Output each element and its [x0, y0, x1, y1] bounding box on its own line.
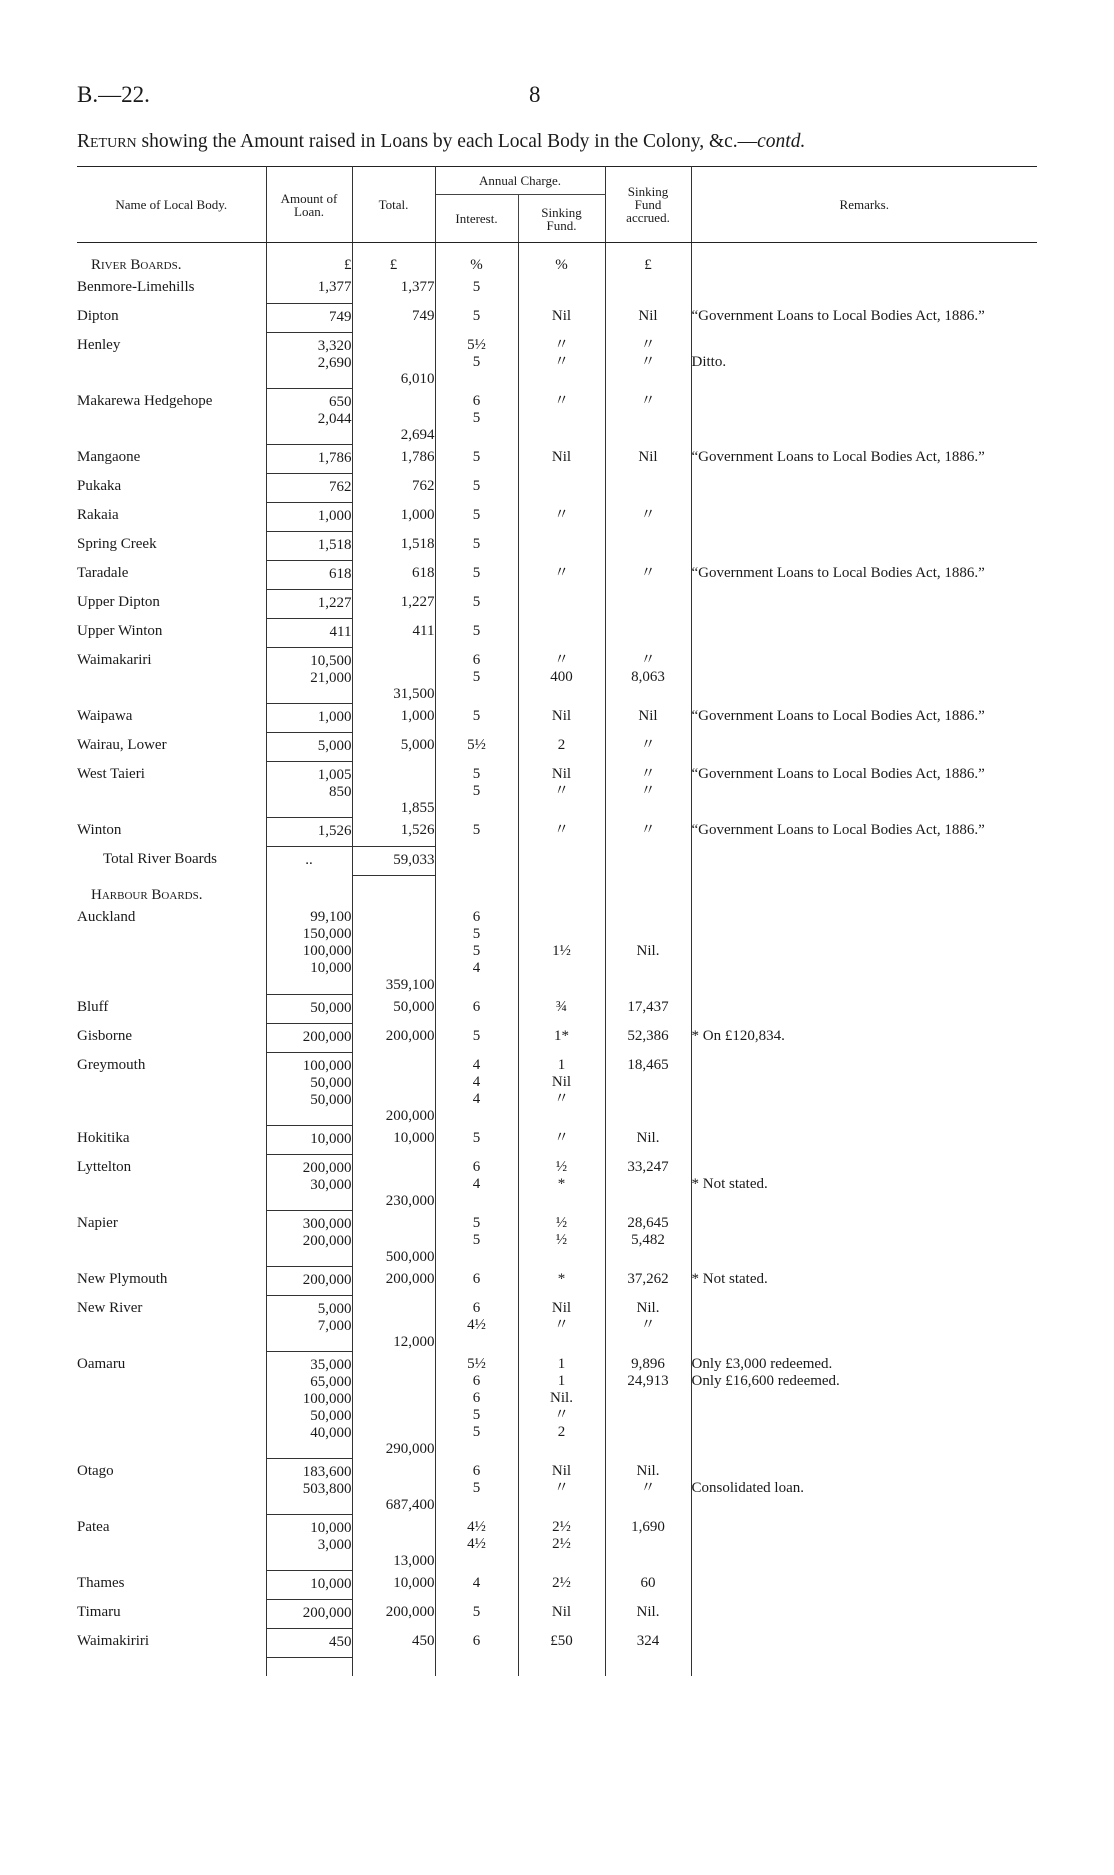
local-body-name: Hokitika	[77, 1125, 266, 1154]
remarks: * Not stated.	[691, 1271, 768, 1287]
loan-total: 5,000	[352, 732, 435, 761]
local-body-name: Napier	[77, 1210, 266, 1266]
remarks	[691, 1295, 1037, 1351]
loan-total: 12,000	[352, 1295, 435, 1351]
table-row	[77, 618, 1037, 647]
loan-amount: 450	[266, 1628, 352, 1657]
interest-rate: 5 5	[435, 1210, 518, 1266]
sinking-fund-rate: 1 Nil 〃	[518, 1052, 605, 1125]
loan-total: 500,000	[352, 1210, 435, 1266]
remarks: * On £120,834.	[691, 1028, 785, 1044]
loan-total: 1,526	[352, 817, 435, 846]
local-body-name: Lyttelton	[77, 1154, 266, 1210]
sinking-fund-accrued: 〃	[605, 732, 691, 761]
remarks: Only £3,000 redeemed. Only £16,600 redeemed.	[691, 1356, 840, 1389]
col-header-remarks: Remarks.	[691, 167, 1037, 243]
table-row	[77, 560, 1037, 589]
units-row	[77, 257, 1037, 274]
sinking-fund-accrued: 324	[605, 1628, 691, 1657]
loan-total: 1,377	[352, 274, 435, 303]
local-body-name: Waipawa	[77, 703, 266, 732]
loans-table	[77, 166, 1037, 1676]
loan-total: 762	[352, 473, 435, 502]
table-row	[77, 1514, 1037, 1570]
col-header-total: Total.	[352, 167, 435, 243]
loan-amount: 35,000 65,000 100,000 50,000 40,000	[266, 1351, 352, 1458]
table-row	[77, 817, 1037, 846]
table-row	[77, 332, 1037, 388]
loan-total: 359,100	[352, 904, 435, 994]
interest-rate: 5	[435, 618, 518, 647]
remarks	[691, 1570, 1037, 1599]
empty-cell	[605, 846, 691, 875]
sinking-fund-rate	[518, 618, 605, 647]
loan-total: 1,855	[352, 761, 435, 817]
local-body-name: Greymouth	[77, 1052, 266, 1125]
table-row	[77, 1599, 1037, 1628]
sinking-fund-accrued: Nil.	[605, 1125, 691, 1154]
sinking-fund-rate: Nil 〃	[518, 1295, 605, 1351]
loan-amount: 100,000 50,000 50,000	[266, 1052, 352, 1125]
interest-rate: 5	[435, 502, 518, 531]
table-row	[77, 904, 1037, 994]
sinking-fund-rate: 〃	[518, 388, 605, 444]
interest-rate: 5½	[435, 732, 518, 761]
sinking-fund-accrued	[605, 274, 691, 303]
remarks	[691, 388, 1037, 444]
table-row	[77, 1154, 1037, 1210]
col-header-interest: Interest.	[435, 195, 518, 243]
remarks	[691, 1514, 1037, 1570]
table-row	[77, 502, 1037, 531]
sinking-fund-accrued: 9,896 24,913	[605, 1351, 691, 1458]
sinking-fund-rate: 〃 〃	[518, 332, 605, 388]
loan-total: 749	[352, 303, 435, 332]
total-dots: ..	[266, 846, 352, 875]
loan-amount: 1,000	[266, 703, 352, 732]
remarks	[691, 531, 1037, 560]
local-body-name: New Plymouth	[77, 1266, 266, 1295]
table-row	[77, 1023, 1037, 1052]
sinking-fund-accrued	[605, 531, 691, 560]
remarks: “Government Loans to Local Bodies Act, 1886.”	[691, 822, 985, 838]
table-title	[77, 131, 1037, 153]
interest-rate: 6 5	[435, 1458, 518, 1514]
remarks	[691, 1125, 1037, 1154]
sinking-fund-rate: 〃	[518, 502, 605, 531]
local-body-name: Wairau, Lower	[77, 732, 266, 761]
interest-rate: 5	[435, 1125, 518, 1154]
local-body-name: West Taieri	[77, 761, 266, 817]
interest-rate: 5	[435, 560, 518, 589]
sinking-fund-accrued: Nil	[605, 303, 691, 332]
sinking-fund-accrued: 18,465	[605, 1052, 691, 1125]
remarks	[691, 1628, 1037, 1657]
loan-total: 6,010	[352, 332, 435, 388]
remarks	[691, 589, 1037, 618]
loan-total: 1,000	[352, 502, 435, 531]
sinking-fund-accrued: Nil. 〃	[605, 1458, 691, 1514]
remarks: “Government Loans to Local Bodies Act, 1886.”	[691, 308, 985, 324]
loan-amount: 5,000 7,000	[266, 1295, 352, 1351]
remarks	[691, 473, 1037, 502]
local-body-name: Upper Winton	[77, 618, 266, 647]
loan-amount: 1,227	[266, 589, 352, 618]
remarks	[691, 274, 1037, 303]
local-body-name: Dipton	[77, 303, 266, 332]
sinking-fund-rate: ¾	[518, 994, 605, 1023]
interest-rate: 4½ 4½	[435, 1514, 518, 1570]
local-body-name: New River	[77, 1295, 266, 1351]
col-header-accrued: Sinking Fund accrued.	[605, 167, 691, 243]
col-header-amount: Amount of Loan.	[266, 167, 352, 243]
local-body-name: Winton	[77, 817, 266, 846]
loan-amount: 411	[266, 618, 352, 647]
loan-amount: 10,500 21,000	[266, 647, 352, 703]
table-row	[77, 388, 1037, 444]
sinking-fund-accrued: 52,386	[605, 1023, 691, 1052]
sinking-fund-rate: 1 1 Nil. 〃 2	[518, 1351, 605, 1458]
sinking-fund-rate: 〃	[518, 1125, 605, 1154]
interest-rate: 5	[435, 444, 518, 473]
interest-rate: 6	[435, 994, 518, 1023]
interest-rate: 5½ 6 6 5 5	[435, 1351, 518, 1458]
table-row	[77, 647, 1037, 703]
sinking-fund-rate: ½ *	[518, 1154, 605, 1210]
remarks: Consolidated loan.	[691, 1480, 805, 1496]
table-row	[77, 1628, 1037, 1657]
sinking-fund-rate: 〃	[518, 560, 605, 589]
interest-rate: 4	[435, 1570, 518, 1599]
local-body-name: Benmore-Limehills	[77, 274, 266, 303]
table-row	[77, 703, 1037, 732]
local-body-name: Gisborne	[77, 1023, 266, 1052]
remarks: “Government Loans to Local Bodies Act, 1886.”	[691, 565, 985, 581]
loan-amount: 1,526	[266, 817, 352, 846]
remarks	[691, 904, 1037, 994]
local-body-name: Pukaka	[77, 473, 266, 502]
unit-total: £	[352, 257, 435, 274]
loan-amount: 200,000	[266, 1266, 352, 1295]
section-heading-river: River Boards.	[91, 257, 182, 273]
sinking-fund-accrued: 〃	[605, 388, 691, 444]
col-header-sinking: Sinking Fund.	[518, 195, 605, 243]
loan-amount: 1,518	[266, 531, 352, 560]
local-body-name: Taradale	[77, 560, 266, 589]
interest-rate: 6	[435, 1266, 518, 1295]
interest-rate: 5	[435, 274, 518, 303]
local-body-name: Auckland	[77, 904, 266, 994]
sinking-fund-accrued: 〃	[605, 502, 691, 531]
loan-total: 1,518	[352, 531, 435, 560]
sinking-fund-rate	[518, 531, 605, 560]
unit-accrued: £	[605, 257, 691, 274]
col-header-annual-charge: Annual Charge.	[435, 167, 605, 195]
remarks: * Not stated.	[691, 1176, 768, 1192]
title-contd: contd.	[757, 131, 806, 152]
local-body-name: Oamaru	[77, 1351, 266, 1458]
loan-total: 1,786	[352, 444, 435, 473]
loan-amount: 200,000	[266, 1599, 352, 1628]
loan-amount: 618	[266, 560, 352, 589]
col-header-name: Name of Local Body.	[77, 167, 266, 243]
table-row	[77, 589, 1037, 618]
sinking-fund-accrued: 〃 〃	[605, 761, 691, 817]
loan-total: 31,500	[352, 647, 435, 703]
sinking-fund-rate: *	[518, 1266, 605, 1295]
sinking-fund-accrued: Nil	[605, 444, 691, 473]
local-body-name: Rakaia	[77, 502, 266, 531]
section-heading-harbour: Harbour Boards.	[91, 887, 203, 903]
local-body-name: Timaru	[77, 1599, 266, 1628]
interest-rate: 5	[435, 531, 518, 560]
sinking-fund-rate: Nil	[518, 303, 605, 332]
loan-amount: 50,000	[266, 994, 352, 1023]
interest-rate: 5	[435, 303, 518, 332]
loan-total: 200,000	[352, 1599, 435, 1628]
loan-amount: 200,000 30,000	[266, 1154, 352, 1210]
loan-amount: 99,100 150,000 100,000 10,000	[266, 904, 352, 994]
loan-amount: 650 2,044	[266, 388, 352, 444]
table-row	[77, 1351, 1037, 1458]
table-row	[77, 994, 1037, 1023]
loan-amount: 200,000	[266, 1023, 352, 1052]
page-header	[77, 82, 1037, 112]
remarks: Ditto.	[691, 354, 727, 370]
interest-rate: 5	[435, 1599, 518, 1628]
table-row	[77, 1295, 1037, 1351]
local-body-name: Mangaone	[77, 444, 266, 473]
sinking-fund-rate: 2	[518, 732, 605, 761]
sinking-fund-rate: 〃 400	[518, 647, 605, 703]
local-body-name: Waimakariri	[77, 647, 266, 703]
sinking-fund-accrued: 28,645 5,482	[605, 1210, 691, 1266]
local-body-name: Bluff	[77, 994, 266, 1023]
sinking-fund-rate: £50	[518, 1628, 605, 1657]
sinking-fund-rate	[518, 589, 605, 618]
local-body-name: Thames	[77, 1570, 266, 1599]
sinking-fund-accrued	[605, 589, 691, 618]
loan-total: 10,000	[352, 1125, 435, 1154]
loan-total: 200,000	[352, 1052, 435, 1125]
loan-total: 618	[352, 560, 435, 589]
table-row	[77, 1570, 1037, 1599]
loan-total: 50,000	[352, 994, 435, 1023]
loan-amount: 300,000 200,000	[266, 1210, 352, 1266]
remarks	[691, 647, 1037, 703]
sinking-fund-rate: Nil 〃	[518, 761, 605, 817]
interest-rate: 5	[435, 473, 518, 502]
remarks: “Government Loans to Local Bodies Act, 1886.”	[691, 449, 985, 465]
local-body-name: Waimakiriri	[77, 1628, 266, 1657]
interest-rate: 6 4	[435, 1154, 518, 1210]
remarks	[691, 502, 1037, 531]
empty-cell	[691, 846, 1037, 875]
total-label: Total River Boards	[77, 846, 266, 875]
sinking-fund-rate: ½ ½	[518, 1210, 605, 1266]
local-body-name: Henley	[77, 332, 266, 388]
local-body-name: Upper Dipton	[77, 589, 266, 618]
sinking-fund-accrued: Nil. 〃	[605, 1295, 691, 1351]
empty-cell	[518, 846, 605, 875]
loan-amount: 749	[266, 303, 352, 332]
loan-total: 2,694	[352, 388, 435, 444]
interest-rate: 5	[435, 703, 518, 732]
local-body-name: Makarewa Hedgehope	[77, 388, 266, 444]
loan-amount: 1,377	[266, 274, 352, 303]
remarks	[691, 1052, 1037, 1125]
interest-rate: 5	[435, 589, 518, 618]
sinking-fund-rate: 〃	[518, 817, 605, 846]
table-row	[77, 531, 1037, 560]
sinking-fund-accrued: 〃 8,063	[605, 647, 691, 703]
table-row	[77, 1210, 1037, 1266]
document-code: B.—22.	[77, 82, 150, 107]
sinking-fund-accrued: 〃	[605, 817, 691, 846]
loan-total: 200,000	[352, 1023, 435, 1052]
sinking-fund-accrued	[605, 473, 691, 502]
loan-amount: 5,000	[266, 732, 352, 761]
loan-total: 13,000	[352, 1514, 435, 1570]
loan-amount: 10,000	[266, 1125, 352, 1154]
sinking-fund-accrued: Nil	[605, 703, 691, 732]
title-lead: Return	[77, 131, 137, 152]
local-body-name: Otago	[77, 1458, 266, 1514]
unit-interest: %	[435, 257, 518, 274]
loan-amount: 762	[266, 473, 352, 502]
remarks	[691, 618, 1037, 647]
loan-total: 450	[352, 1628, 435, 1657]
remarks	[691, 1210, 1037, 1266]
interest-rate: 5	[435, 1023, 518, 1052]
remarks: “Government Loans to Local Bodies Act, 1886.”	[691, 708, 985, 724]
title-text: showing the Amount raised in Loans by each Local Body in the Colony, &c.—	[136, 131, 758, 152]
page-number: 8	[529, 82, 541, 107]
interest-rate: 6 5	[435, 647, 518, 703]
sinking-fund-rate: 1½	[518, 904, 605, 994]
sinking-fund-accrued: Nil.	[605, 1599, 691, 1628]
remarks	[691, 994, 1037, 1023]
remarks: “Government Loans to Local Bodies Act, 1886.”	[691, 766, 985, 782]
loan-amount: 10,000	[266, 1570, 352, 1599]
total-river-boards-row	[77, 846, 1037, 875]
sinking-fund-rate: 1*	[518, 1023, 605, 1052]
sinking-fund-rate: Nil 〃	[518, 1458, 605, 1514]
table-row	[77, 274, 1037, 303]
sinking-fund-accrued: 〃	[605, 560, 691, 589]
sinking-fund-accrued: 17,437	[605, 994, 691, 1023]
table-row	[77, 1052, 1037, 1125]
loan-amount: 10,000 3,000	[266, 1514, 352, 1570]
table-row	[77, 473, 1037, 502]
loan-amount: 183,600 503,800	[266, 1458, 352, 1514]
remarks	[691, 1599, 1037, 1628]
table-row	[77, 732, 1037, 761]
sinking-fund-accrued: 37,262	[605, 1266, 691, 1295]
sinking-fund-rate: Nil	[518, 444, 605, 473]
interest-rate: 6 5 5 4	[435, 904, 518, 994]
table-row	[77, 444, 1037, 473]
local-body-name: Patea	[77, 1514, 266, 1570]
table-row	[77, 1125, 1037, 1154]
table-row	[77, 1266, 1037, 1295]
loan-amount: 1,786	[266, 444, 352, 473]
sinking-fund-accrued: 60	[605, 1570, 691, 1599]
interest-rate: 5 5	[435, 761, 518, 817]
loan-amount: 1,005 850	[266, 761, 352, 817]
sinking-fund-rate: 2½ 2½	[518, 1514, 605, 1570]
loan-total: 1,227	[352, 589, 435, 618]
empty-cell	[435, 846, 518, 875]
loan-total: 230,000	[352, 1154, 435, 1210]
unit-sinking: %	[518, 257, 605, 274]
sinking-fund-rate	[518, 274, 605, 303]
sinking-fund-accrued: 〃 〃	[605, 332, 691, 388]
local-body-name: Spring Creek	[77, 531, 266, 560]
table-row	[77, 1458, 1037, 1514]
loan-amount: 1,000	[266, 502, 352, 531]
sinking-fund-accrued: Nil.	[605, 904, 691, 994]
interest-rate: 4 4 4	[435, 1052, 518, 1125]
interest-rate: 6	[435, 1628, 518, 1657]
table-row	[77, 761, 1037, 817]
sinking-fund-rate: Nil	[518, 703, 605, 732]
loan-total: 200,000	[352, 1266, 435, 1295]
sinking-fund-rate: Nil	[518, 1599, 605, 1628]
interest-rate: 5	[435, 817, 518, 846]
sinking-fund-rate: 2½	[518, 1570, 605, 1599]
sinking-fund-accrued	[605, 618, 691, 647]
remarks	[691, 732, 1037, 761]
sinking-fund-accrued: 1,690	[605, 1514, 691, 1570]
loan-total: 687,400	[352, 1458, 435, 1514]
loan-total: 1,000	[352, 703, 435, 732]
sinking-fund-accrued: 33,247	[605, 1154, 691, 1210]
interest-rate: 6 5	[435, 388, 518, 444]
loan-total: 411	[352, 618, 435, 647]
total-value: 59,033	[352, 846, 435, 875]
loan-total: 290,000	[352, 1351, 435, 1458]
sinking-fund-rate	[518, 473, 605, 502]
section-row-harbour	[77, 875, 1037, 904]
interest-rate: 6 4½	[435, 1295, 518, 1351]
loan-amount: 3,320 2,690	[266, 332, 352, 388]
unit-amount: £	[266, 257, 352, 274]
interest-rate: 5½ 5	[435, 332, 518, 388]
table-row	[77, 303, 1037, 332]
loan-total: 10,000	[352, 1570, 435, 1599]
